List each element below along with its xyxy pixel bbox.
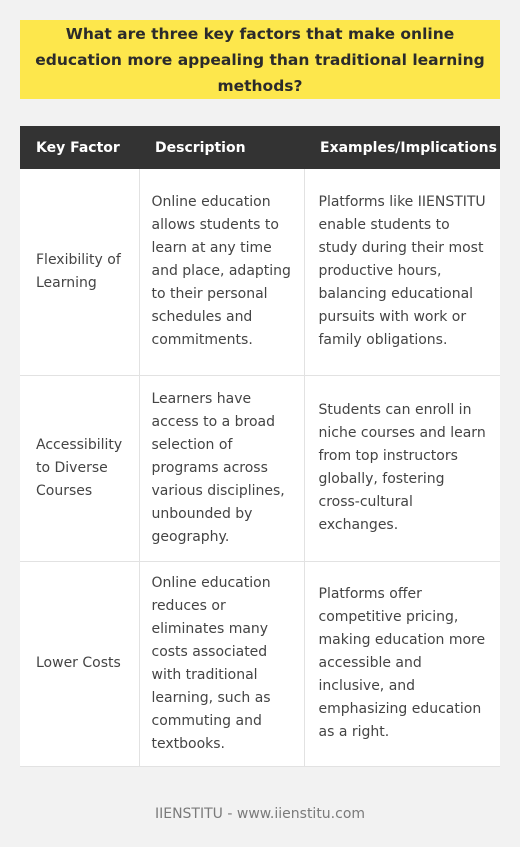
footer-credit: IIENSTITU - www.iienstitu.com [154,806,366,822]
header-examples: Examples/Implications [304,126,500,169]
factor-cell: Accessibility to Diverse Courses [20,375,139,561]
description-cell: Online education allows students to learn at any time and place, adapting to their personal schedules and commitments. [139,169,304,375]
factor-cell: Flexibility of Learning [20,169,139,375]
examples-cell: Students can enroll in niche courses and learn from top instructors globally, fostering cross-cultural exchanges. [304,375,500,561]
table-row [20,375,500,561]
header-description: Description [139,126,304,169]
header-key-factor: Key Factor [20,126,139,169]
description-cell: Online education reduces or eliminates many costs associated with traditional learning, such as commuting and textbooks. [139,561,304,766]
examples-cell: Platforms like IIENSTITU enable students to study during their most productive hours, balancing educational pursuits with work or family obligations. [304,169,500,375]
table-row [20,169,500,375]
table-header-row [20,126,500,169]
question-title: What are three key factors that make online education more appealing than traditional learning methods? [35,24,485,95]
factor-cell: Lower Costs [20,561,139,766]
description-cell: Learners have access to a broad selection of programs across various disciplines, unbounded by geography. [139,375,304,561]
examples-cell: Platforms offer competitive pricing, making education more accessible and inclusive, and emphasizing education as a right. [304,561,500,766]
table-row [20,561,500,766]
key-factors-table [20,126,500,767]
question-banner [20,20,500,99]
